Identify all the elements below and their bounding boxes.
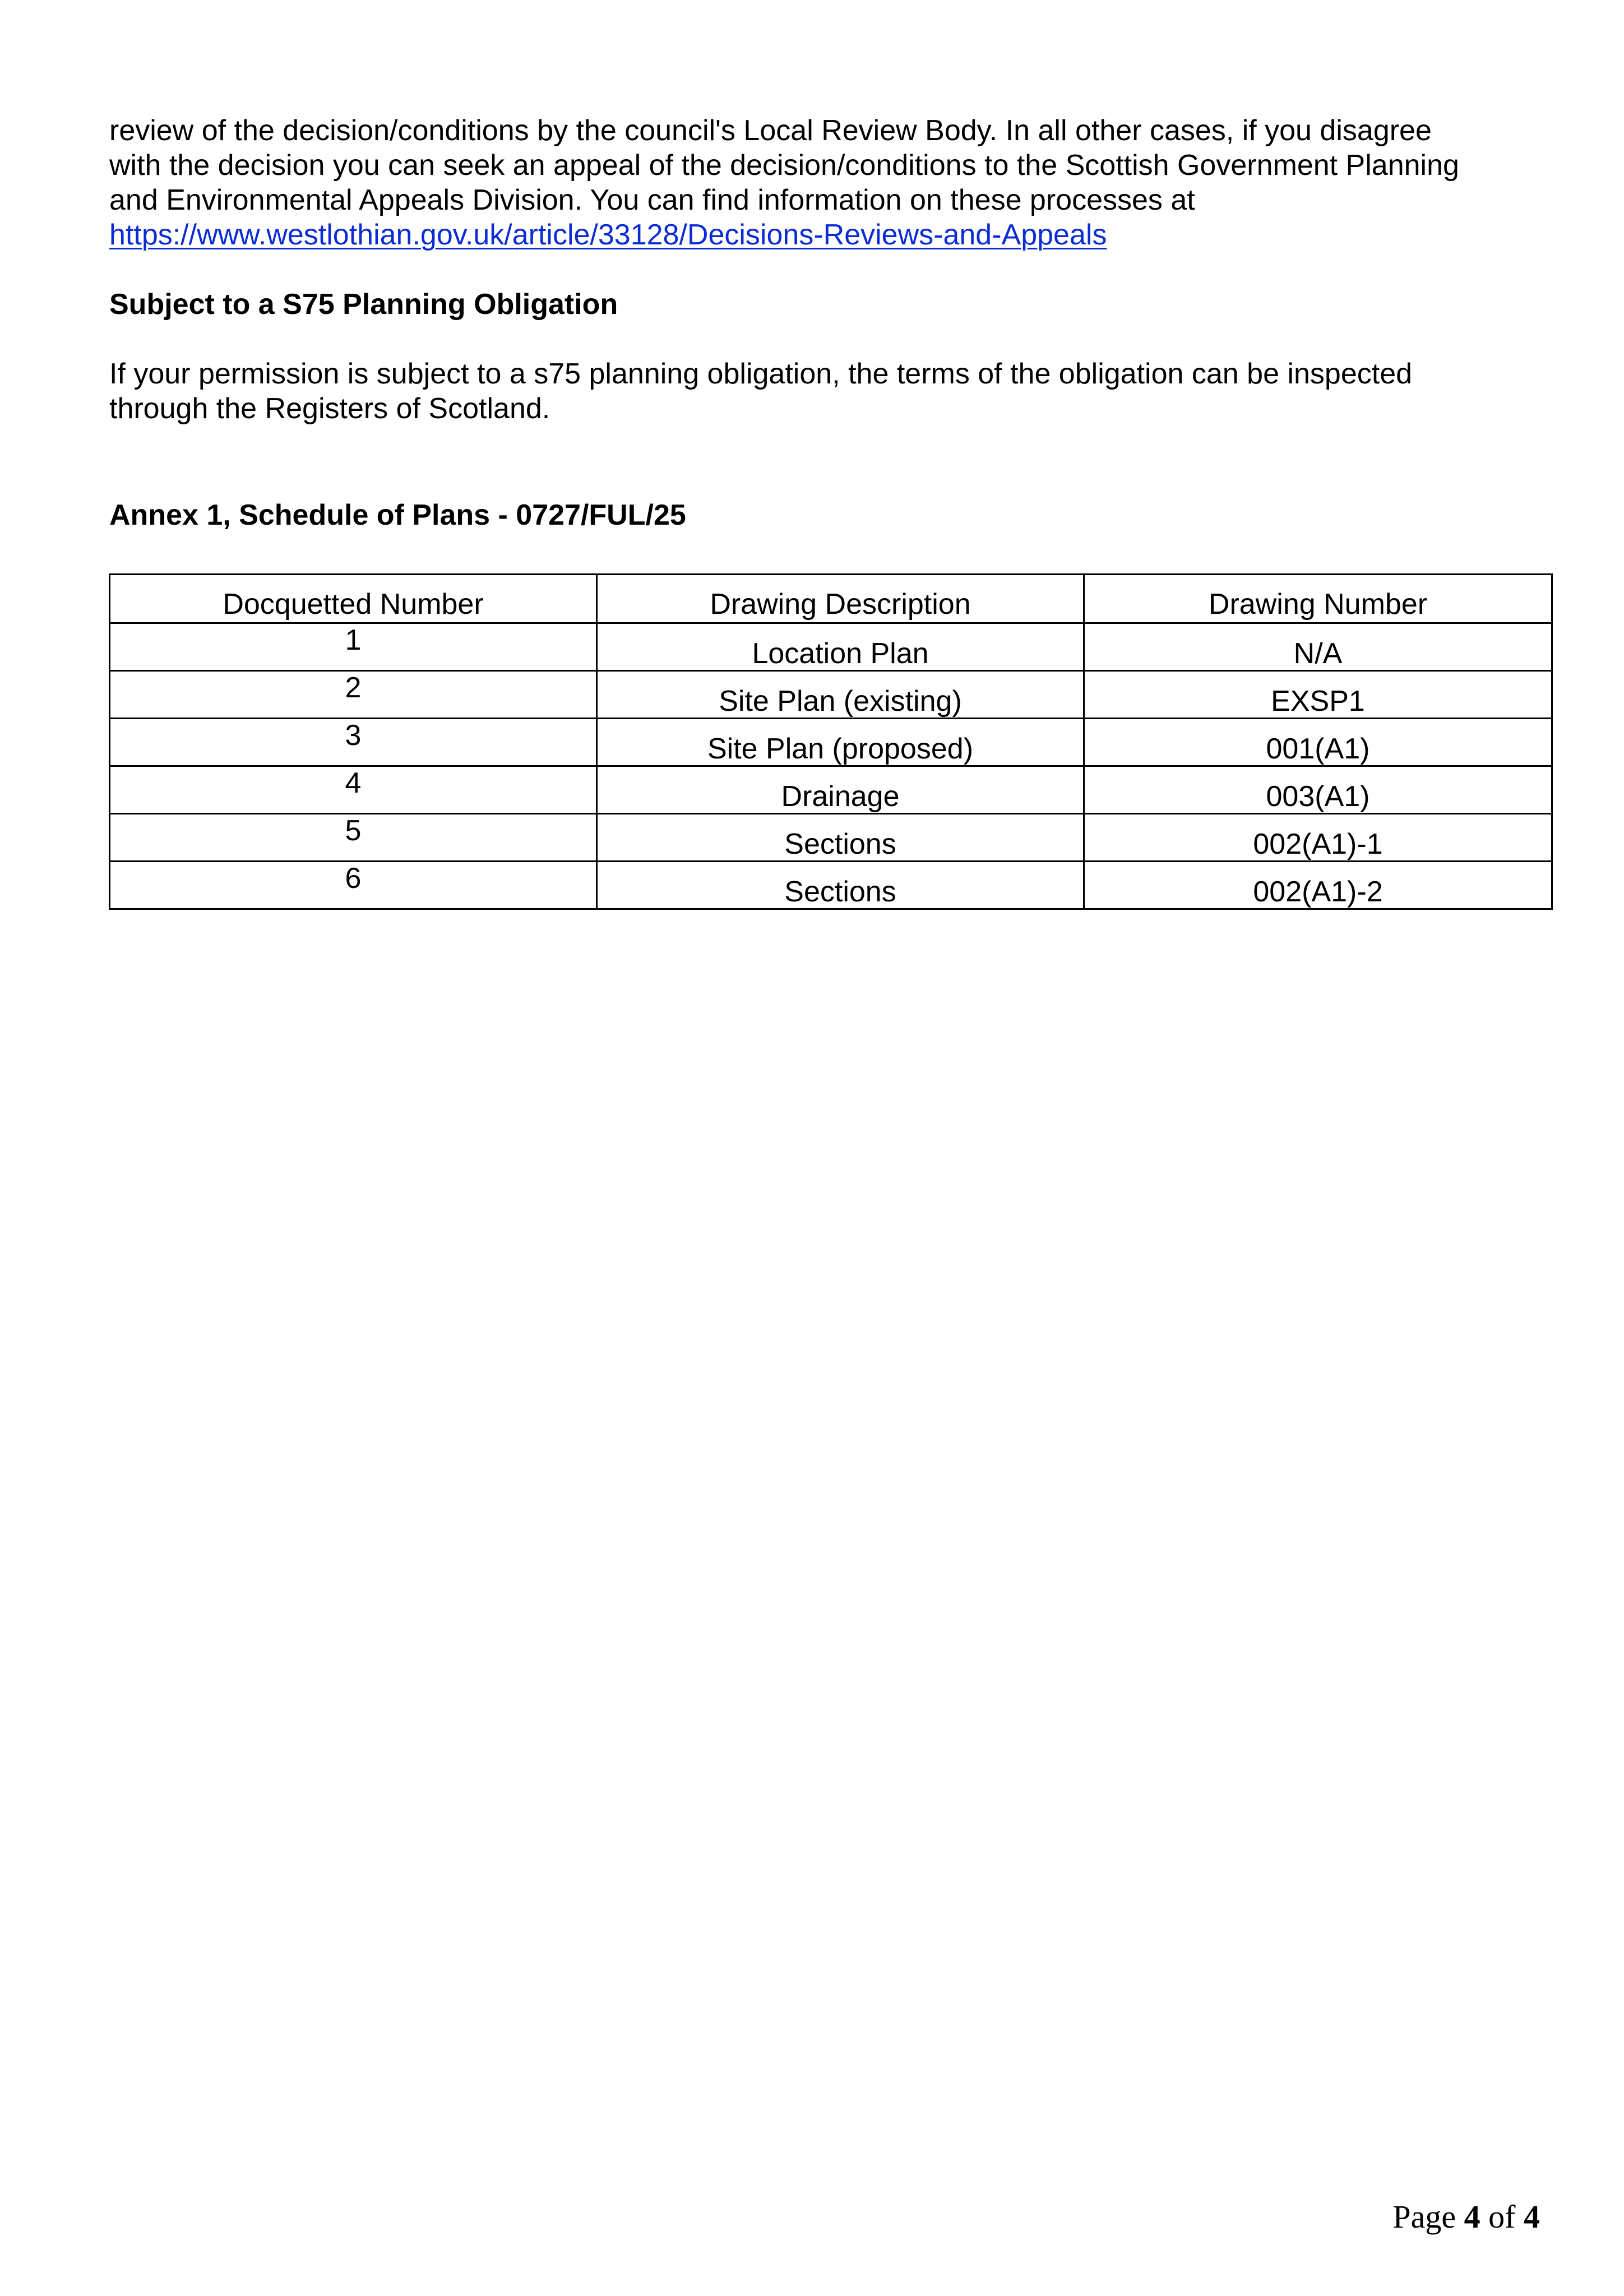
s75-heading: Subject to a S75 Planning Obligation	[109, 288, 618, 321]
table-row	[110, 671, 1552, 719]
s75-line: If your permission is subject to a s75 planning obligation, the terms of the obligation can be inspected	[109, 358, 1413, 390]
table-row	[110, 719, 1552, 766]
intro-paragraph	[109, 113, 1567, 252]
of-word: of	[1488, 2198, 1516, 2235]
intro-line: with the decision you can seek an appeal of the decision/conditions to the Scottish Government Planning	[109, 149, 1459, 182]
column-header-drawing-number: Drawing Number	[1084, 575, 1552, 623]
intro-line: review of the decision/conditions by the council's Local Review Body. In all other cases, if you disagree	[109, 114, 1432, 147]
table-row	[110, 814, 1552, 862]
table-row	[110, 766, 1552, 814]
drawing-number-cell: EXSP1	[1084, 671, 1552, 719]
page-number-footer	[1392, 2197, 1540, 2237]
page-word: Page	[1392, 2198, 1456, 2235]
table-row	[110, 862, 1552, 909]
drawing-description-cell: Site Plan (existing)	[597, 671, 1084, 719]
column-header-drawing-description: Drawing Description	[597, 575, 1084, 623]
decisions-reviews-appeals-link[interactable]: https://www.westlothian.gov.uk/article/33128/Decisions-Reviews-and-Appeals	[109, 219, 1107, 251]
total-page-number: 4	[1524, 2198, 1540, 2235]
docquetted-number-cell: 1	[110, 623, 597, 671]
annex-heading: Annex 1, Schedule of Plans - 0727/FUL/25	[109, 499, 686, 531]
drawing-number-cell: 002(A1)-1	[1084, 814, 1552, 862]
docquetted-number-cell: 2	[110, 671, 597, 719]
table-row	[110, 623, 1552, 671]
drawing-number-cell: 002(A1)-2	[1084, 862, 1552, 909]
s75-line: through the Registers of Scotland.	[109, 392, 550, 425]
docquetted-number-cell: 6	[110, 862, 597, 909]
drawing-number-cell: 003(A1)	[1084, 766, 1552, 814]
current-page-number: 4	[1464, 2198, 1480, 2235]
intro-line: and Environmental Appeals Division. You can find information on these processes at	[109, 184, 1195, 216]
drawing-number-cell: N/A	[1084, 623, 1552, 671]
s75-paragraph	[109, 357, 1412, 426]
docquetted-number-cell: 5	[110, 814, 597, 862]
table-header-row	[110, 575, 1552, 623]
drawing-description-cell: Sections	[597, 814, 1084, 862]
docquetted-number-cell: 3	[110, 719, 597, 766]
drawing-description-cell: Site Plan (proposed)	[597, 719, 1084, 766]
drawing-description-cell: Drainage	[597, 766, 1084, 814]
drawing-description-cell: Sections	[597, 862, 1084, 909]
column-header-docquetted-number: Docquetted Number	[110, 575, 597, 623]
drawing-number-cell: 001(A1)	[1084, 719, 1552, 766]
schedule-of-plans-table	[109, 573, 1553, 910]
docquetted-number-cell: 4	[110, 766, 597, 814]
drawing-description-cell: Location Plan	[597, 623, 1084, 671]
